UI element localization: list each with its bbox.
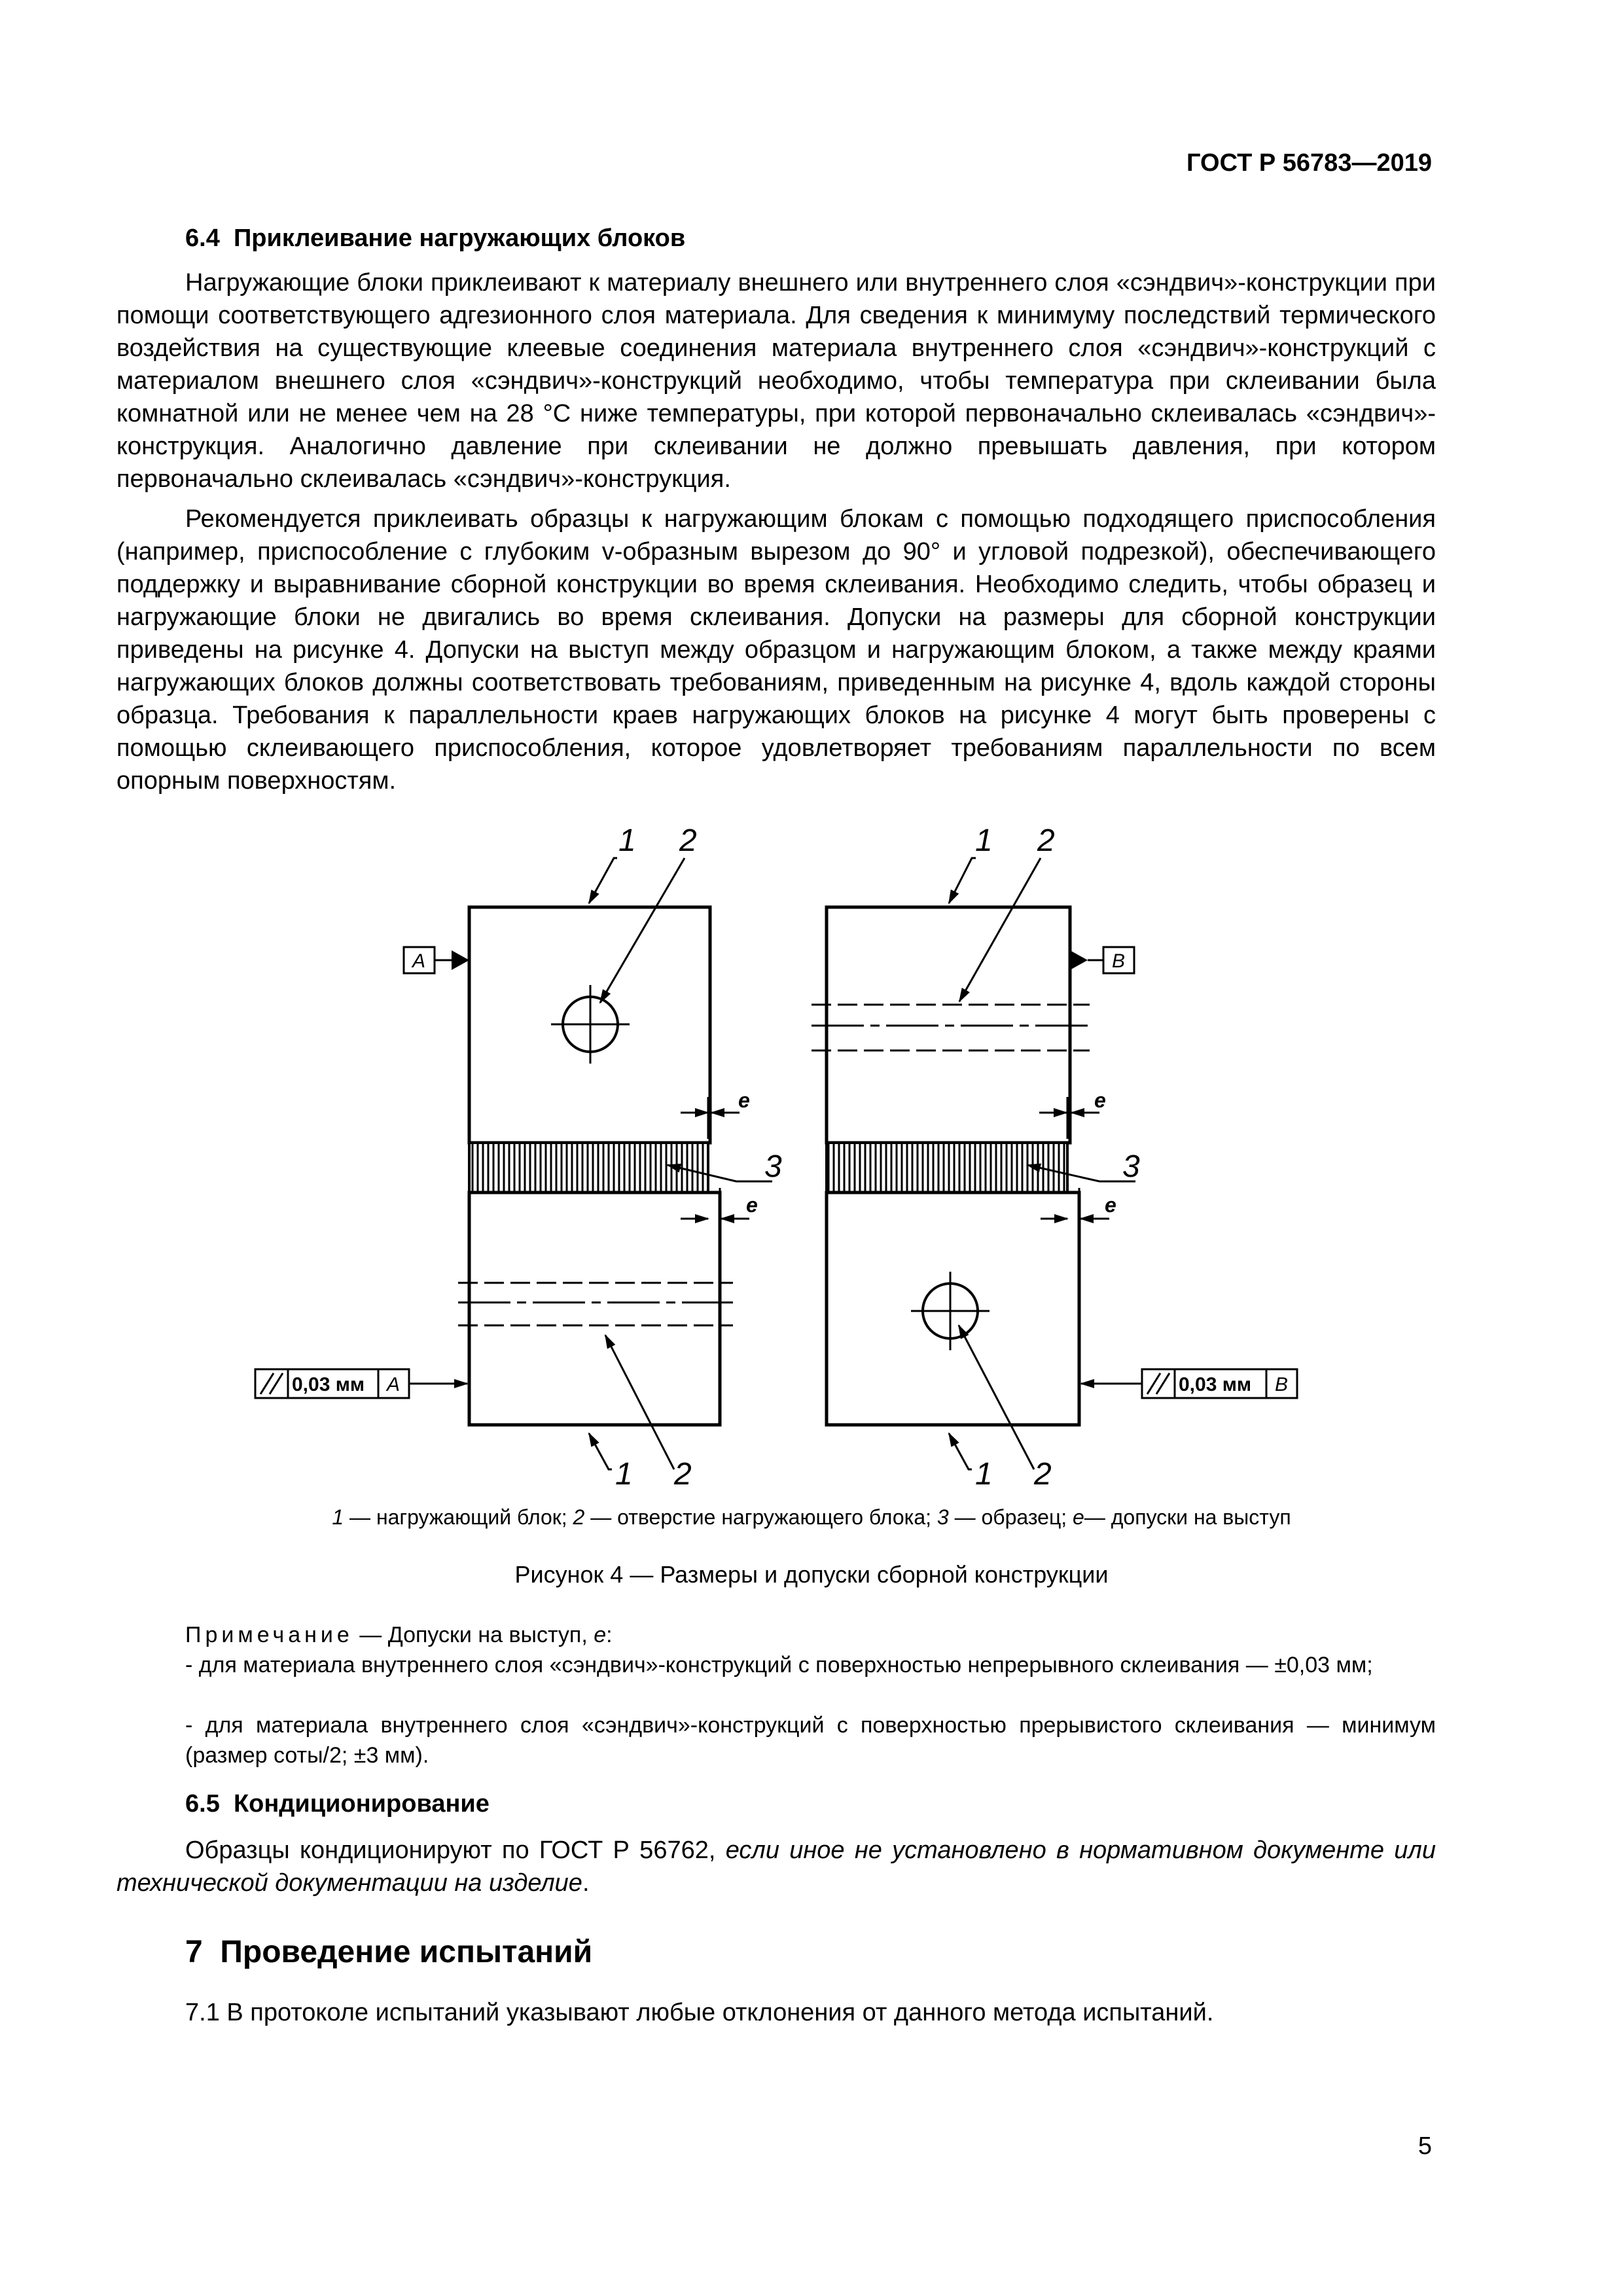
label-2-top-right: 2 [1037, 823, 1055, 858]
frame-a-datum-letter: A [387, 1374, 401, 1395]
section-6-4-heading [185, 224, 685, 253]
datum-b-letter: B [1112, 950, 1126, 972]
label-e-upper-right: e [1094, 1088, 1106, 1112]
label-e-upper-left: e [738, 1088, 750, 1112]
left-bottom-loading-block [458, 1193, 733, 1425]
right-specimen [827, 1143, 1067, 1193]
label-2-bottom-left: 2 [674, 1457, 692, 1492]
section-title: Проведение испытаний [220, 1935, 593, 1969]
document-id: ГОСТ Р 56783—2019 [1186, 149, 1432, 177]
label-3-left: 3 [764, 1149, 782, 1184]
note-item-intermittent: - для материала внутреннего слоя «сэндвич»-конструкций с поверхностью прерывистого склеивания — минимум (размер соты/2; ±3 мм). [185, 1713, 1436, 1768]
label-3-right: 3 [1122, 1149, 1140, 1184]
right-top-loading-block [812, 907, 1090, 1143]
paragraph-7-1: 7.1 В протоколе испытаний указывают любые отклонения от данного метода испытаний. [185, 1999, 1214, 2026]
note-item-continuous: - для материала внутреннего слоя «сэндвич»-конструкций с поверхностью непрерывного склеивания — ±0,03 мм; [185, 1653, 1373, 1677]
section-7-heading [185, 1934, 592, 1970]
label-1-top-left: 1 [618, 823, 636, 858]
datum-a-letter: A [412, 950, 426, 972]
figure-4-assembly-drawing [0, 798, 1623, 1492]
right-bottom-loading-block [827, 1193, 1079, 1425]
figure-legend: 1 — нагружающий блок; 2 — отверстие нагружающего блока; 3 — образец; e— допуски на выступ [332, 1505, 1291, 1529]
note-intro: Примечание — Допуски на выступ, e: [185, 1623, 613, 1647]
left-specimen [469, 1143, 708, 1193]
section-6-5-heading [185, 1790, 490, 1818]
frame-a-tolerance-value: 0,03 мм [292, 1374, 365, 1395]
label-1-top-right: 1 [975, 823, 993, 858]
section-number: 6.4 [185, 224, 220, 252]
frame-b-tolerance-value: 0,03 мм [1179, 1374, 1252, 1395]
frame-b-datum-letter: B [1275, 1374, 1289, 1395]
label-e-lower-left: e [746, 1193, 758, 1217]
section-title: Кондиционирование [233, 1790, 490, 1818]
page-number: 5 [1418, 2132, 1432, 2160]
section-number: 7 [185, 1935, 203, 1969]
paragraph-conditioning: Образцы кондиционируют по ГОСТ Р 56762, если иное не установлено в нормативном документе или технической документации на изделие. [116, 1837, 1436, 1897]
note-label: Примечание [185, 1623, 353, 1647]
section-title: Приклеивание нагружающих блоков [233, 224, 686, 252]
figure-caption: Рисунок 4 — Размеры и допуски сборной конструкции [514, 1561, 1109, 1588]
section-number: 6.5 [185, 1790, 220, 1818]
label-2-bottom-right: 2 [1034, 1457, 1052, 1492]
label-e-lower-right: e [1105, 1193, 1116, 1217]
label-2-top-left: 2 [679, 823, 697, 858]
paragraph-bonding-fixture: Рекомендуется приклеивать образцы к нагружающим блокам с помощью подходящего приспособления (например, приспособление с глубоким v-образным вырезом до 90° и угловой подрезкой), обеспечивающего поддержку и выравнивание сборной конструкции во время склеивания. Необходимо следить, чтобы образец и нагружающие блоки не двигались во время склеивания. Допуски на размеры для сборной конструкции приведены на рисунке 4. Допуски на выступ между образцом и нагружающим блоком, а также между краями нагружающих блоков должны соответствовать требованиям, приведенным на рисунке 4, вдоль каждой стороны образца. Требования к параллельности краев нагружающих блоков на рисунке 4 могут быть проверены с помощью склеивающего приспособления, которое удовлетворяет требованиям параллельности по всем опорным поверхностям. [116, 505, 1436, 795]
label-1-bottom-right: 1 [975, 1457, 993, 1492]
label-1-bottom-left: 1 [615, 1457, 633, 1492]
paragraph-bonding-conditions: Нагружающие блоки приклеивают к материалу внешнего или внутреннего слоя «сэндвич»-конструкции при помощи соответствующего адгезионного слоя материала. Для сведения к минимуму последствий термического воздействия на существующие клеевые соединения материала внутреннего слоя «сэндвич»-конструкций с материалом внешнего слоя «сэндвич»-конструкций необходимо, чтобы температура при склеивании была комнатной или не менее чем на 28 °С ниже температуры, при которой первоначально склеивалась «сэндвич»-конструкция. Аналогично давление при склеивании не должно превышать давления, при котором первоначально склеивалась «сэндвич»-конструкция. [116, 269, 1436, 493]
left-top-loading-block [469, 907, 710, 1143]
